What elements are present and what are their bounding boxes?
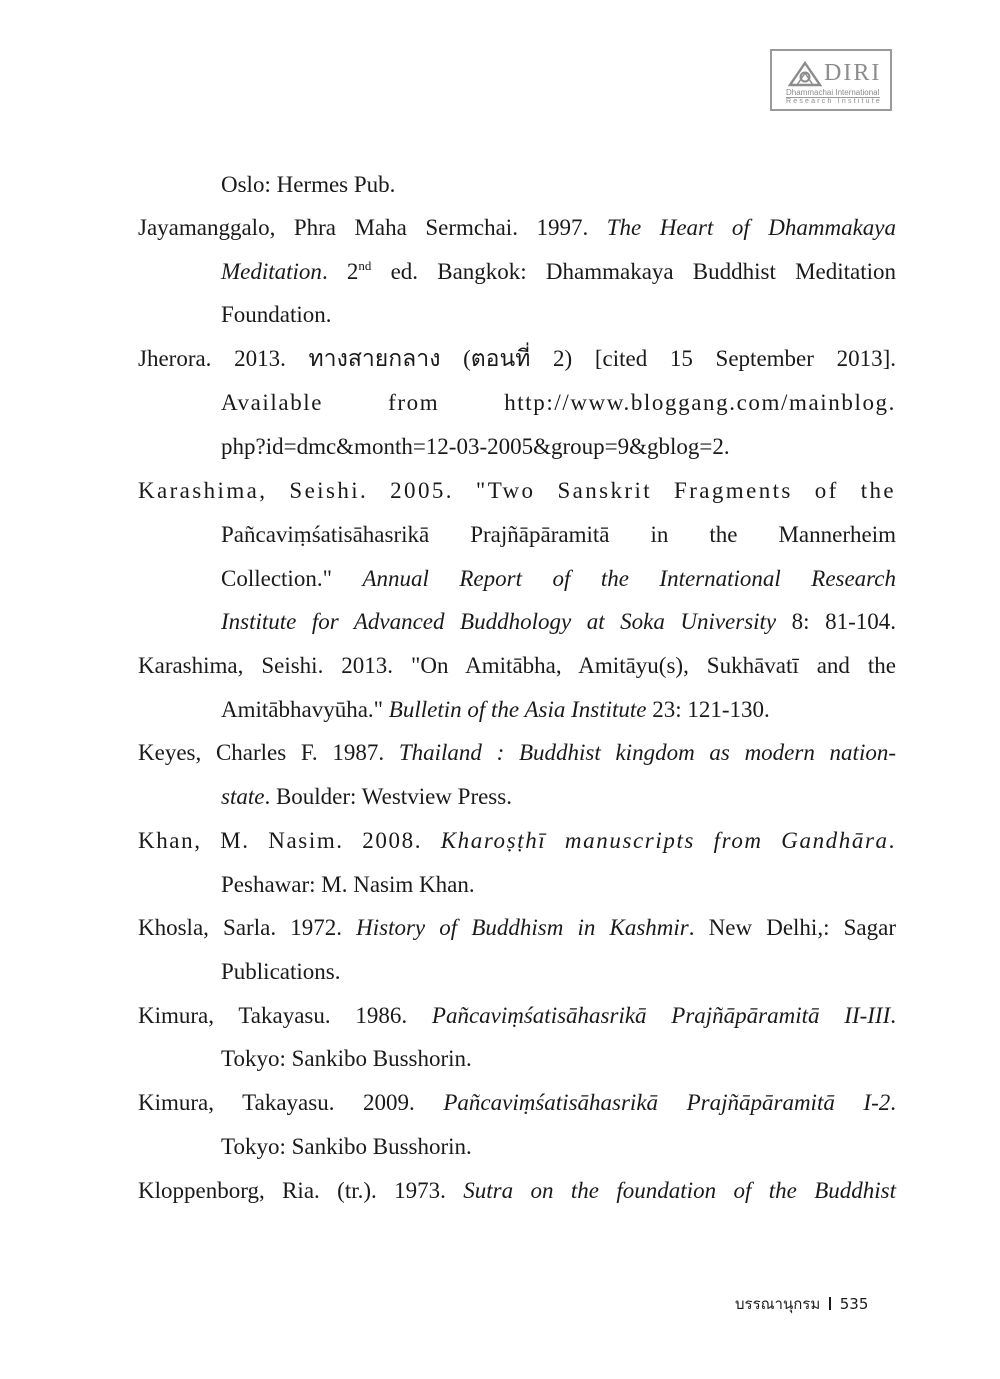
logo-wordmark: DIRI <box>824 60 882 86</box>
reference-line: Meditation. 2nd ed. Bangkok: Dhammakaya Buddhist Meditation <box>221 258 897 284</box>
reference-line: Foundation. <box>221 302 332 327</box>
reference-line: Tokyo: Sankibo Busshorin. <box>221 1134 472 1159</box>
reference-line: Collection." Annual Report of the International Research <box>221 566 896 591</box>
reference-entry-khosla: Khosla, Sarla. 1972. History of Buddhism in Kashmir. New Delhi,: Sagar <box>138 915 896 940</box>
reference-line: Amitābhavyūha." Bulletin of the Asia Institute 23: 121-130. <box>221 697 770 722</box>
reference-entry-karashima-2005: Karashima, Seishi. 2005. "Two Sanskrit Fragments of the <box>138 478 896 503</box>
reference-entry-kloppenborg: Kloppenborg, Ria. (tr.). 1973. Sutra on the foundation of the Buddhist <box>138 1178 896 1203</box>
reference-entry-kimura-1986: Kimura, Takayasu. 1986. Pañcaviṃśatisāhasrikā Prajñāpāramitā II-III. <box>138 1003 896 1028</box>
reference-entry-jayamanggalo: Jayamanggalo, Phra Maha Sermchai. 1997. The Heart of Dhammakaya <box>138 215 896 240</box>
reference-entry-keyes: Keyes, Charles F. 1987. Thailand : Buddhist kingdom as modern nation- <box>138 740 896 765</box>
page-footer <box>735 1293 868 1315</box>
logo-subtitle-2: Research Institute <box>786 98 883 105</box>
diri-emblem-icon <box>788 61 822 87</box>
reference-line: php?id=dmc&month=12-03-2005&group=9&gblog=2. <box>221 434 730 459</box>
reference-entry-khan: Khan, M. Nasim. 2008. Kharoṣṭhī manuscripts from Gandhāra. <box>138 828 896 853</box>
reference-line: Peshawar: M. Nasim Khan. <box>221 872 475 897</box>
reference-line: Institute for Advanced Buddhology at Soka University 8: 81-104. <box>221 609 896 634</box>
reference-line: Pañcaviṃśatisāhasrikā Prajñāpāramitā in the Mannerheim <box>221 522 896 547</box>
reference-entry-kimura-2009: Kimura, Takayasu. 2009. Pañcaviṃśatisāhasrikā Prajñāpāramitā I-2. <box>138 1090 896 1115</box>
logo-subtitle-1: Dhammachai International <box>786 88 880 97</box>
diri-logo <box>770 49 892 111</box>
page-number: 535 <box>839 1295 869 1313</box>
reference-entry-jherora: Jherora. 2013. ทางสายกลาง (ตอนที่ 2) [cited 15 September 2013]. <box>138 346 896 371</box>
reference-line: Oslo: Hermes Pub. <box>221 172 396 197</box>
reference-line: Available from http://www.bloggang.com/mainblog. <box>221 390 896 415</box>
reference-entry-karashima-2013: Karashima, Seishi. 2013. "On Amitābha, Amitāyu(s), Sukhāvatī and the <box>138 653 896 678</box>
footer-section-title: บรรณานุกรม <box>735 1295 821 1313</box>
reference-line: Publications. <box>221 959 341 984</box>
reference-line: state. Boulder: Westview Press. <box>221 784 512 809</box>
footer-divider <box>829 1297 831 1310</box>
reference-line: Tokyo: Sankibo Busshorin. <box>221 1046 472 1071</box>
